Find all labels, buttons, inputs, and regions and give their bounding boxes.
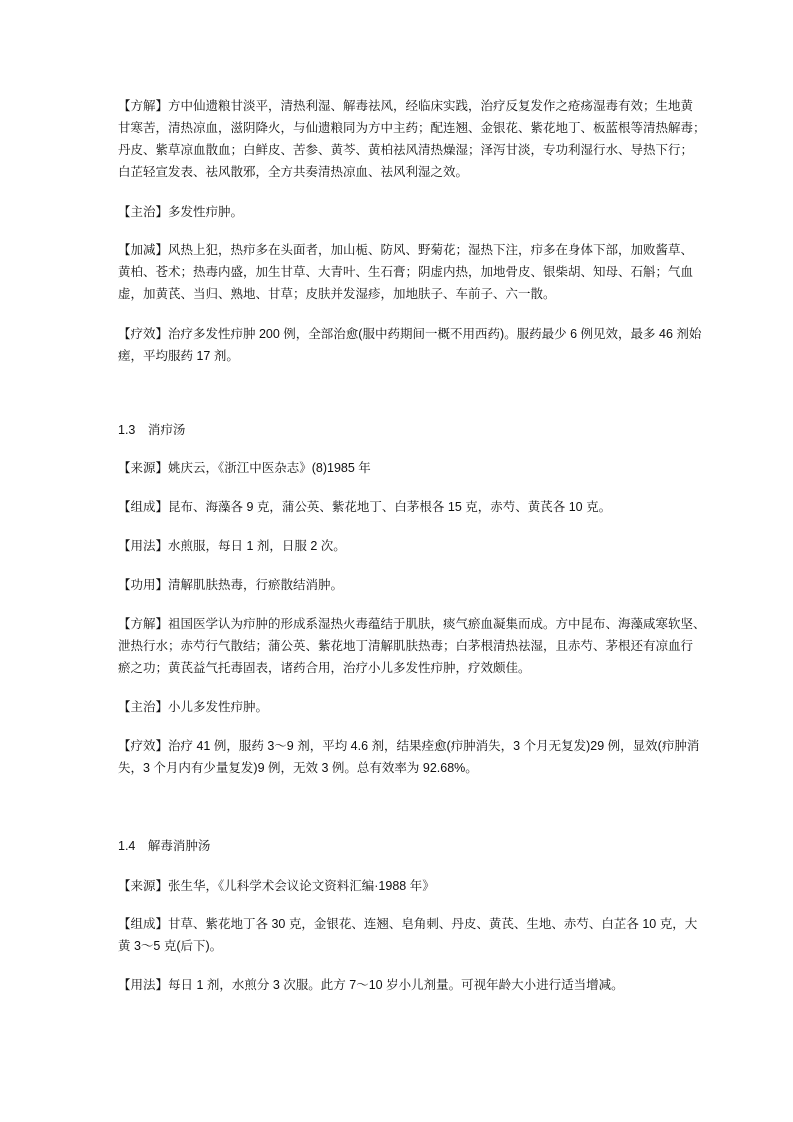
text-line: 泄热行水；赤芍行气散结；蒲公英、紫花地丁清解肌肤热毒；白茅根清热祛湿，且赤芍、茅根还有凉血行 — [118, 639, 694, 653]
section-heading-1-3: 1.3 消疖汤 — [118, 423, 186, 437]
paragraph-yongfa: 【用法】水煎服，每日 1 剂，日服 2 次。 — [118, 539, 346, 553]
text-line: 黄柏、苍术；热毒内盛，加生甘草、大青叶、生石膏；阴虚内热，加地骨皮、银柴胡、知母、石斛；气血 — [118, 265, 694, 279]
paragraph-gongyong: 【功用】清解肌肤热毒，行瘀散结消肿。 — [118, 578, 344, 592]
paragraph-laiyuan: 【来源】张生华，《儿科学术会议论文资料汇编·1988 年》 — [118, 879, 435, 893]
text-line: 【疗效】治疗 41 例，服药 3～9 剂，平均 4.6 剂，结果痊愈(疖肿消失，3 个月无复发)29 例，显效(疖肿消 — [118, 739, 700, 753]
paragraph-zhuzhi: 【主治】小儿多发性疖肿。 — [118, 700, 269, 714]
text-line: 虚，加黄芪、当归、熟地、甘草；皮肤并发湿疹，加地肤子、车前子、六一散。 — [118, 287, 556, 301]
text-line: 黄 3～5 克(后下)。 — [118, 939, 223, 953]
text-line: 甘寒苦，清热凉血，滋阴降火，与仙遗粮同为方中主药；配连翘、金银花、紫花地丁、板蓝根等清热解毒； — [118, 121, 706, 135]
paragraph-yongfa: 【用法】每日 1 剂，水煎分 3 次服。此方 7～10 岁小儿剂量。可视年龄大小进行适当增减。 — [118, 978, 624, 992]
section-heading-1-4: 1.4 解毒消肿汤 — [118, 839, 211, 853]
text-line: 【方解】祖国医学认为疖肿的形成系湿热火毒蕴结于肌肤，痰气瘀血凝集而成。方中昆布、海藻咸寒软坚、 — [118, 617, 706, 631]
text-line: 【方解】方中仙遗粮甘淡平，清热利湿、解毒祛风，经临床实践，治疗反复发作之疮疡湿毒有效；生地黄 — [118, 99, 694, 113]
paragraph-zhuzhi: 【主治】多发性疖肿。 — [118, 205, 244, 219]
text-line: 丹皮、紫草凉血散血；白鲜皮、苦参、黄芩、黄柏祛风清热燥湿；泽泻甘淡，专功利湿行水、导热下行； — [118, 143, 694, 157]
paragraph-laiyuan: 【来源】姚庆云，《浙江中医杂志》(8)1985 年 — [118, 461, 371, 475]
text-line: 【组成】甘草、紫花地丁各 30 克，金银花、连翘、皂角刺、丹皮、黄芪、生地、赤芍、白芷各 10 克，大 — [118, 917, 698, 931]
text-line: 失，3 个月内有少量复发)9 例，无效 3 例。总有效率为 92.68%。 — [118, 761, 478, 775]
paragraph-zucheng: 【组成】昆布、海藻各 9 克，蒲公英、紫花地丁、白茅根各 15 克，赤芍、黄芪各 10 克。 — [118, 500, 612, 514]
text-line: 【疗效】治疗多发性疖肿 200 例，全部治愈(服中药期间一概不用西药)。服药最少 6 例见效，最多 46 剂始 — [118, 327, 702, 341]
text-line: 瘀之功；黄芪益气托毒固表，诸药合用，治疗小儿多发性疖肿，疗效颇佳。 — [118, 661, 531, 675]
text-line: 白芷轻宣发表、祛风散邪，全方共奏清热凉血、祛风利湿之效。 — [118, 165, 469, 179]
text-line: 瘥，平均服药 17 剂。 — [118, 349, 239, 363]
text-line: 【加减】风热上犯，热疖多在头面者，加山栀、防风、野菊花；湿热下注，疖多在身体下部，加败酱草、 — [118, 243, 694, 257]
